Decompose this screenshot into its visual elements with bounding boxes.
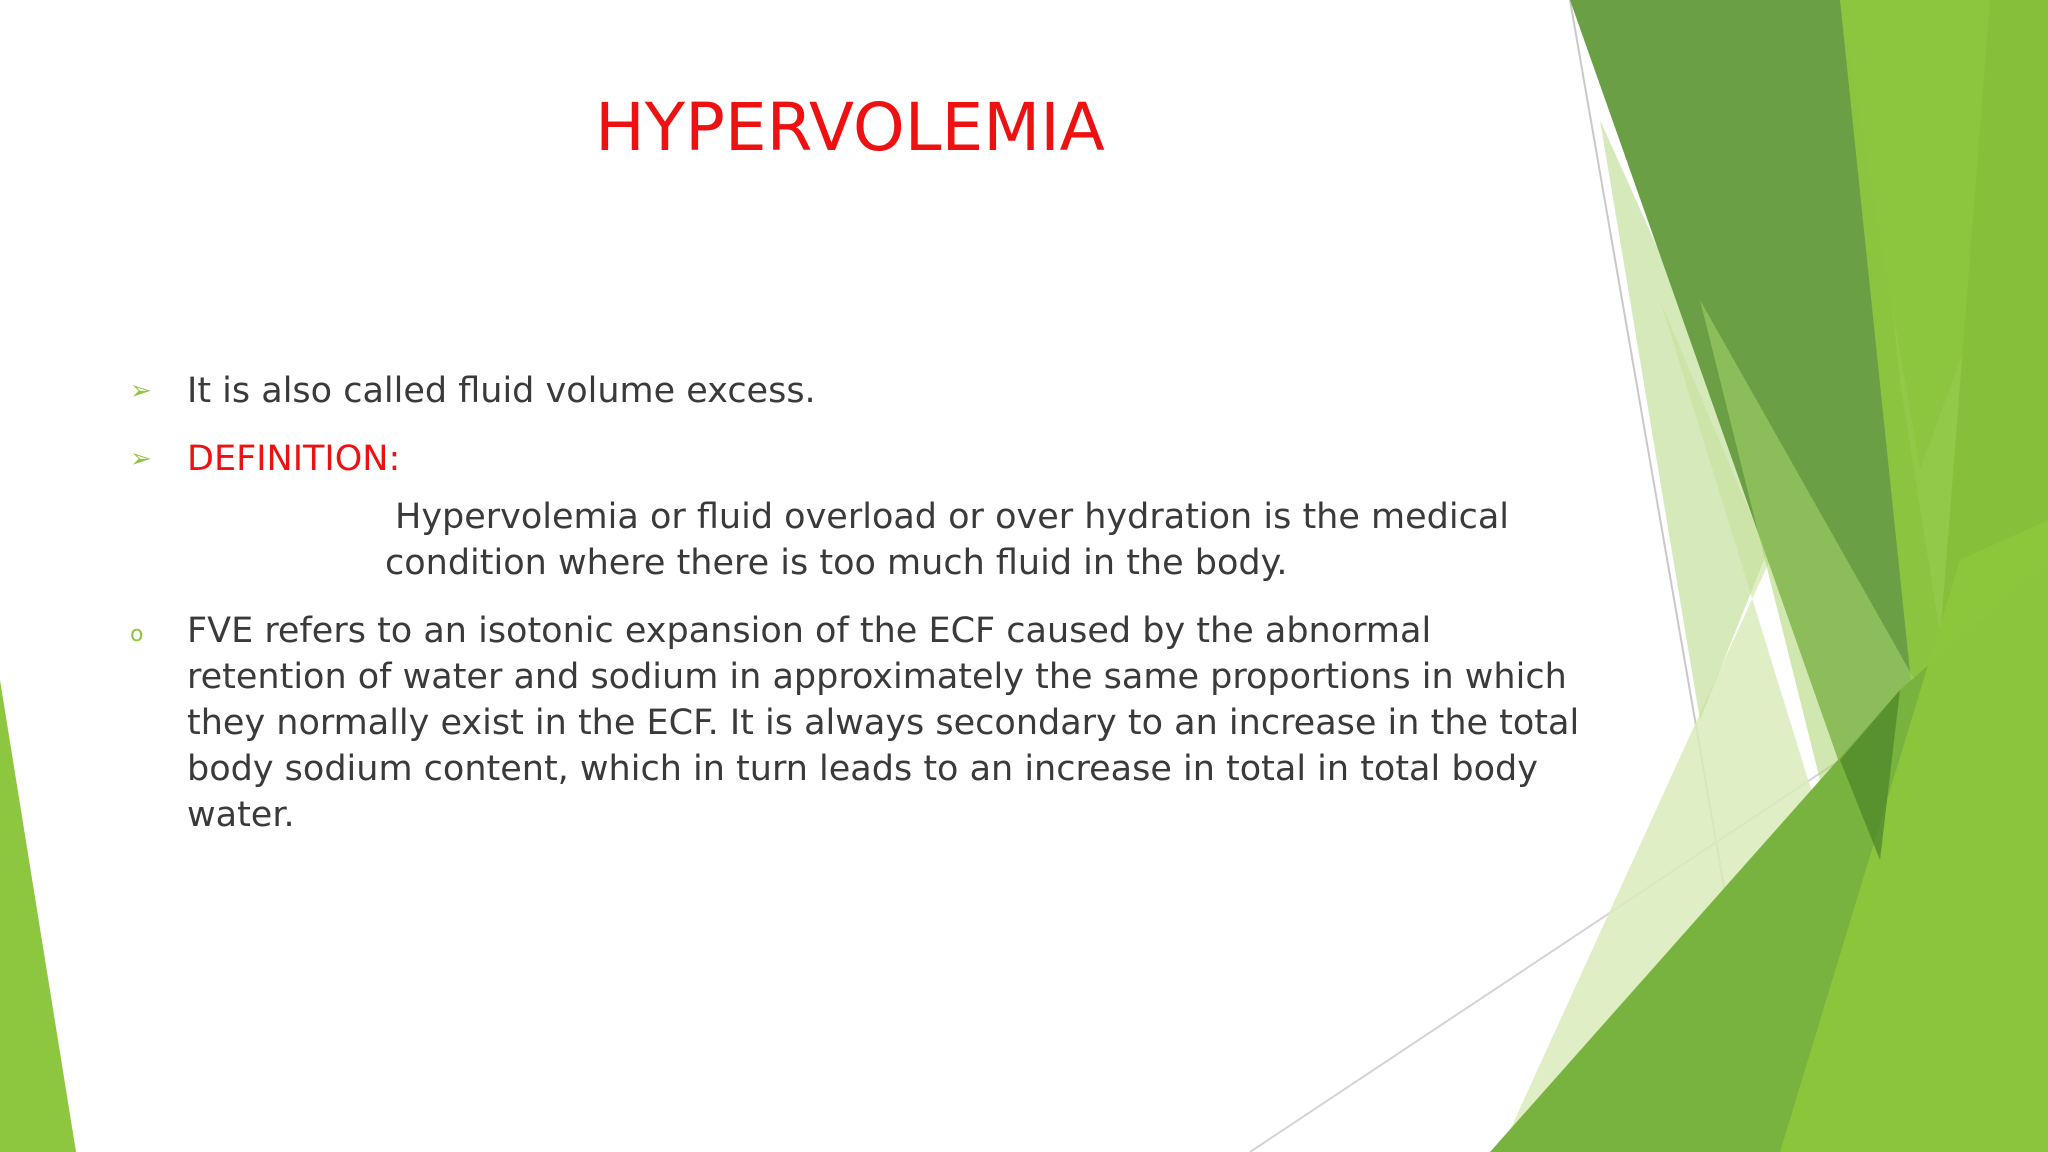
decor-shape-left	[0, 680, 76, 1152]
paragraph-text: FVE refers to an isotonic expansion of the ECF caused by the abnormal retention of water and sodium in approximately the same proportions in which they normally exist in the ECF. It is always secondary to an increase in the total body sodium content, which in turn leads to an increase in total in total body water.	[187, 611, 1580, 835]
bullet-text: It is also called fluid volume excess.	[187, 371, 816, 411]
arrow-bullet-icon: ➢	[130, 376, 152, 406]
arrow-bullet-icon: ➢	[130, 444, 152, 474]
paragraph-item	[130, 608, 1587, 838]
bullet-item-definition	[130, 436, 1550, 482]
definition-label: DEFINITION:	[187, 439, 401, 479]
bullet-item	[130, 368, 1550, 414]
slide-content	[130, 368, 1580, 860]
slide-title: HYPERVOLEMIA	[595, 89, 1105, 166]
definition-text: Hypervolemia or fluid overload or over hydration is the medical condition where there is too much fluid in the body.	[385, 497, 1510, 583]
circle-bullet-icon: o	[130, 622, 144, 647]
